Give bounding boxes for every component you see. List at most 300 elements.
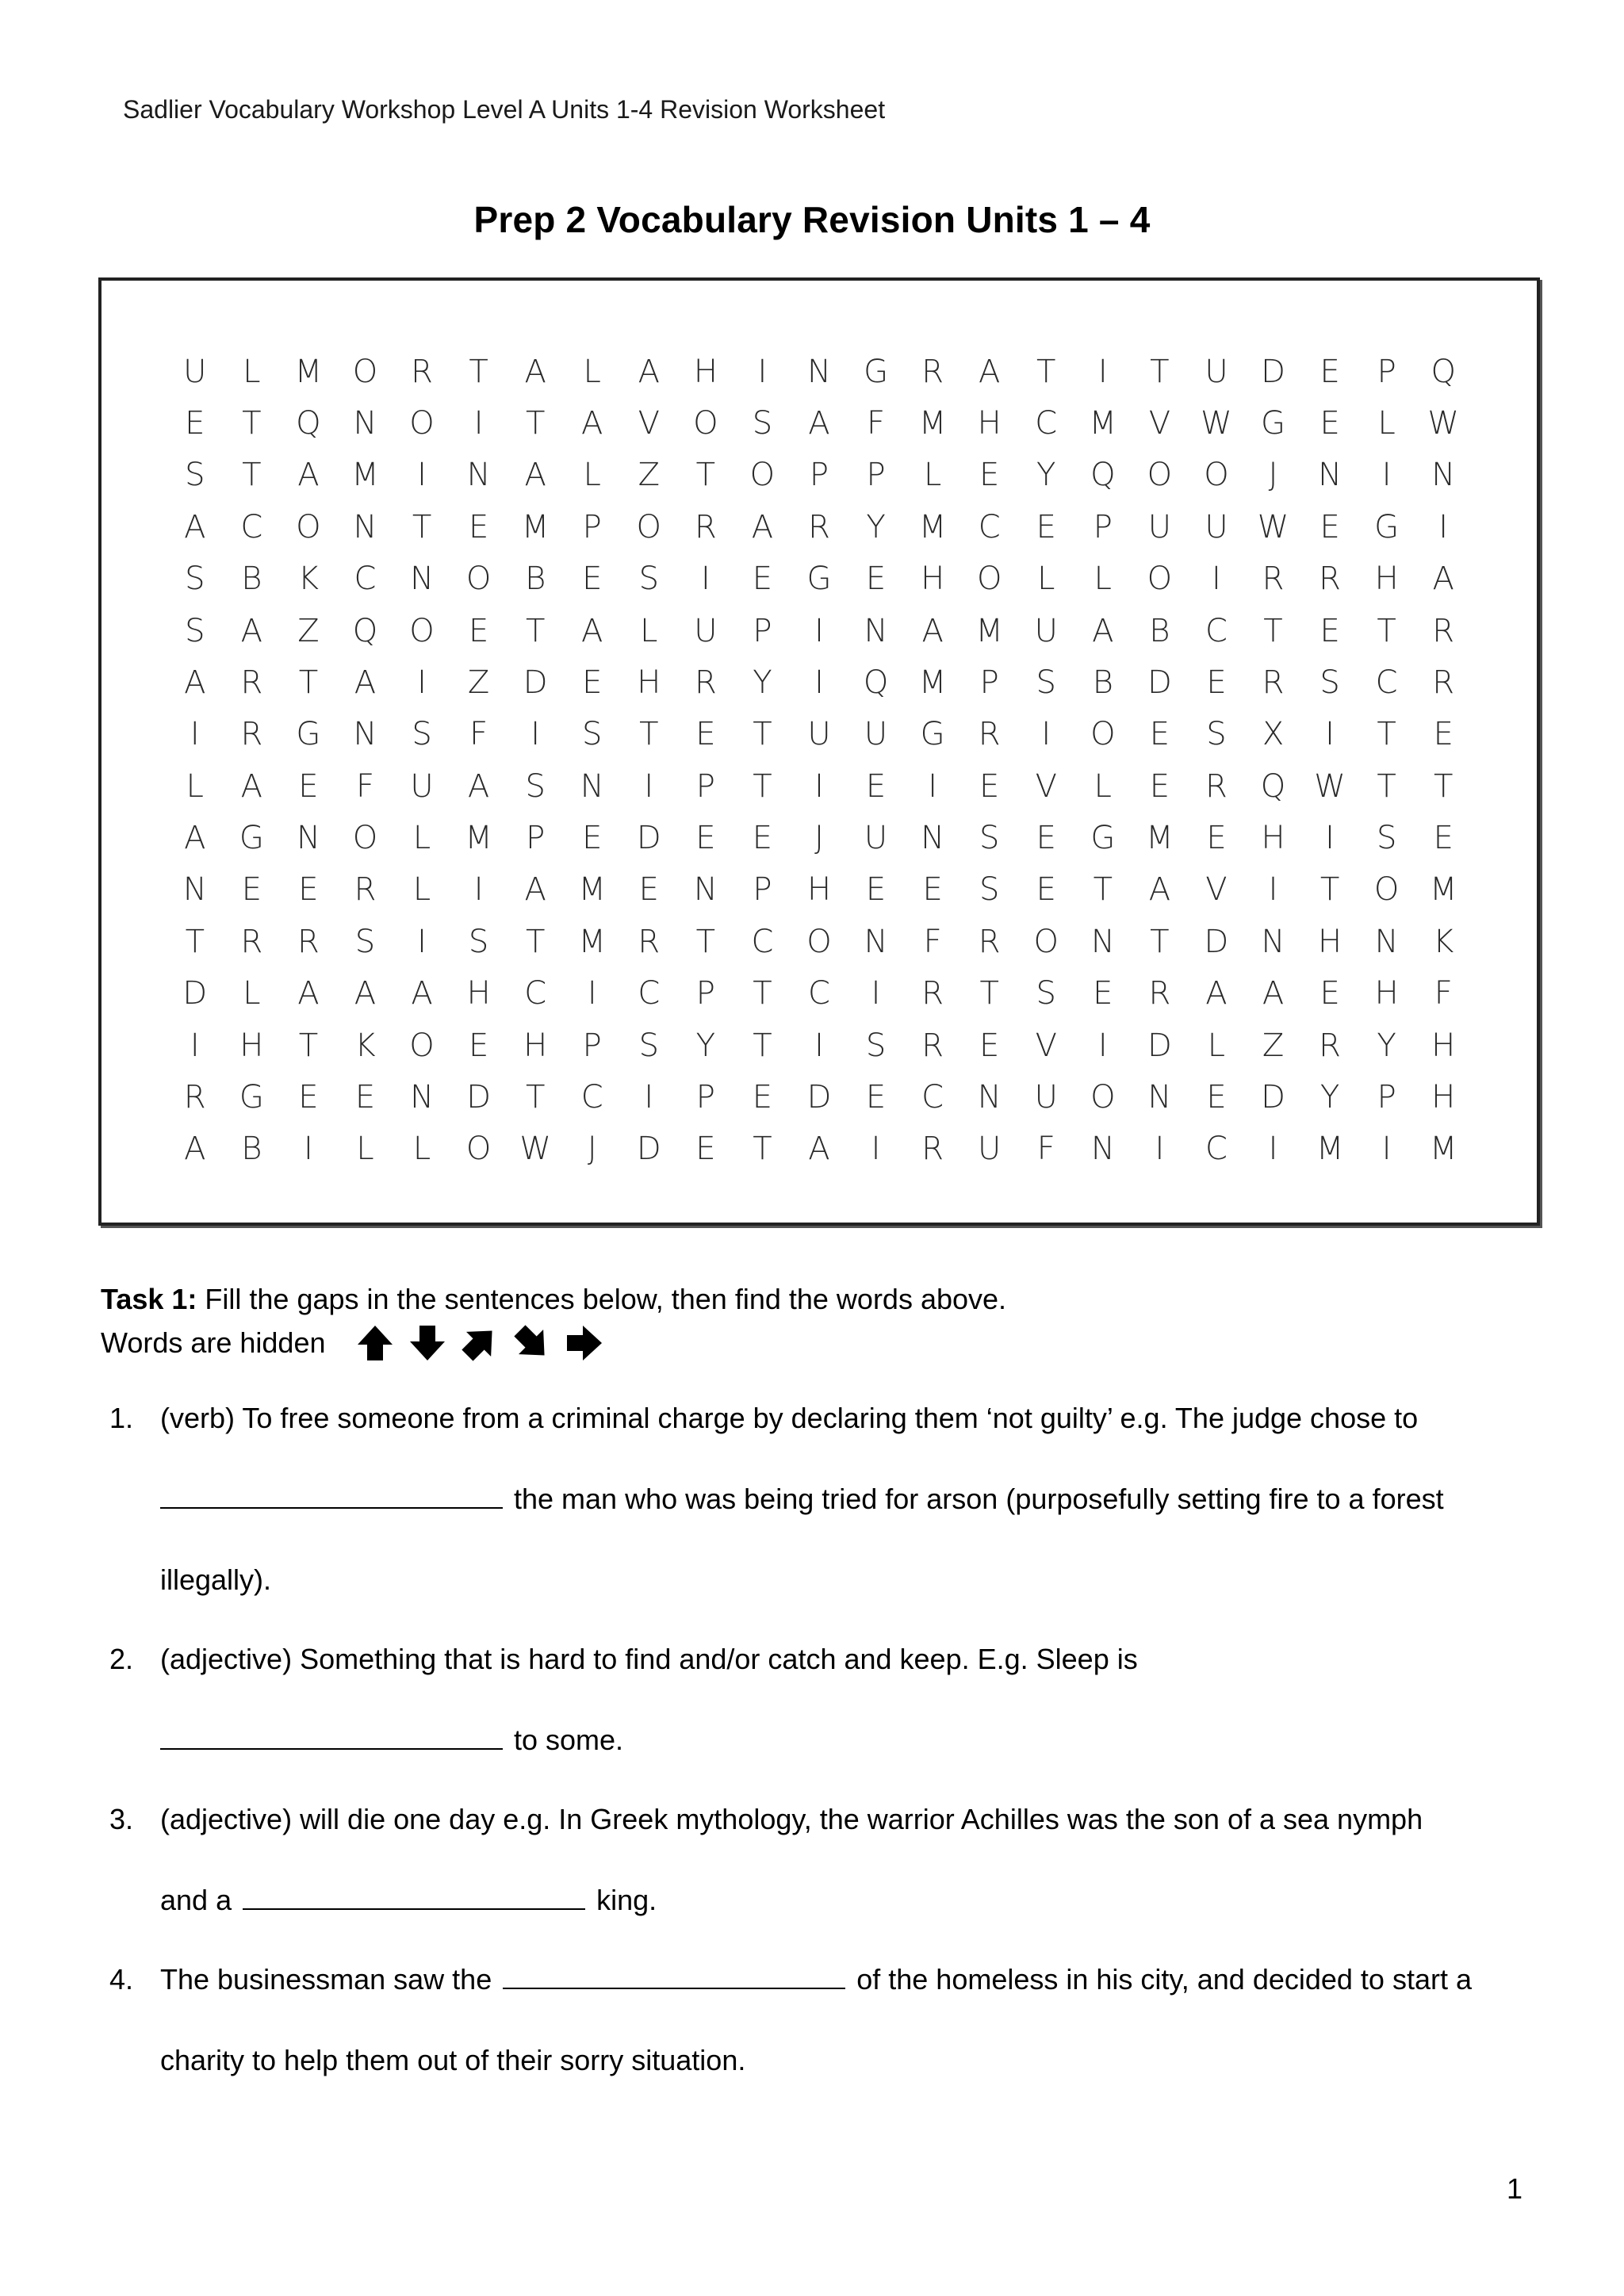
up-arrow-icon (354, 1322, 396, 1364)
grid-letter: A (638, 353, 660, 390)
grid-letter: F (469, 716, 488, 753)
question-number: 2. (109, 1643, 134, 1675)
grid-letter: I (1097, 1027, 1108, 1064)
grid-letter: D (806, 1078, 832, 1115)
grid-letter: N (864, 923, 888, 960)
grid-letter: P (866, 457, 886, 494)
grid-letter: K (1433, 923, 1454, 960)
grid-letter: A (184, 1131, 206, 1168)
answer-blank[interactable] (503, 1964, 845, 1989)
grid-letter: I (700, 561, 710, 598)
grid-letter: N (580, 767, 604, 805)
grid-letter: N (807, 353, 831, 390)
grid-letter: Z (297, 612, 320, 649)
grid-letter: E (1036, 508, 1056, 545)
grid-letter: C (638, 975, 661, 1012)
grid-letter: G (920, 716, 945, 753)
grid-letter: T (525, 923, 546, 960)
grid-letter: D (1147, 1027, 1172, 1064)
grid-letter: T (1433, 767, 1454, 805)
grid-letter: R (1319, 1027, 1341, 1064)
grid-letter: E (185, 405, 205, 442)
grid-letter: A (524, 457, 546, 494)
grid-letter: E (468, 1027, 489, 1064)
grid-letter: I (814, 612, 824, 649)
grid-letter: M (918, 405, 947, 442)
grid-letter: R (1262, 561, 1285, 598)
grid-letter: H (466, 975, 491, 1012)
grid-letter: S (525, 767, 546, 805)
grid-letter: U (807, 716, 831, 753)
grid-letter: H (637, 664, 661, 701)
question-number: 4. (109, 1963, 134, 1996)
grid-letter: H (921, 561, 945, 598)
grid-letter: P (753, 871, 772, 909)
grid-letter: A (524, 353, 546, 390)
grid-letter: A (1205, 975, 1228, 1012)
grid-letter: T (979, 975, 999, 1012)
grid-letter: C (1205, 1131, 1228, 1168)
grid-letter: V (1148, 405, 1171, 442)
grid-letter: E (979, 767, 1000, 805)
grid-letter: T (412, 508, 432, 545)
grid-letter: I (1268, 1131, 1278, 1168)
grid-letter: E (1320, 508, 1340, 545)
grid-letter: W (519, 1131, 551, 1168)
grid-letter: N (1090, 1131, 1115, 1168)
grid-letter: H (1431, 1027, 1456, 1064)
grid-letter: T (525, 1078, 546, 1115)
grid-letter: A (1432, 561, 1454, 598)
grid-letter: I (1097, 353, 1108, 390)
grid-letter: V (638, 405, 660, 442)
grid-letter: C (1035, 405, 1058, 442)
grid-letter: T (469, 353, 488, 390)
grid-letter: G (239, 1078, 264, 1115)
question-text: to some. (506, 1724, 624, 1756)
answer-blank[interactable] (160, 1724, 503, 1750)
grid-letter: I (1155, 1131, 1165, 1168)
grid-letter: F (867, 405, 886, 442)
grid-letter: I (757, 353, 768, 390)
grid-letter: M (1089, 405, 1117, 442)
grid-letter: O (465, 1131, 492, 1168)
grid-letter: P (695, 767, 715, 805)
grid-letter: L (583, 353, 601, 390)
grid-letter: M (521, 508, 550, 545)
question-text: king. (588, 1884, 657, 1916)
grid-letter: E (468, 508, 489, 545)
grid-letter: B (1092, 664, 1113, 701)
grid-letter: V (1205, 871, 1228, 909)
grid-letter: S (354, 923, 376, 960)
grid-letter: G (1261, 405, 1286, 442)
grid-letter: R (978, 923, 1001, 960)
grid-letter: F (1036, 1131, 1055, 1168)
question-text: The businessman saw the (160, 1963, 500, 1996)
answer-blank[interactable] (243, 1885, 585, 1910)
grid-letter: E (865, 767, 887, 805)
grid-letter: E (752, 561, 773, 598)
grid-letter: C (580, 1078, 603, 1115)
grid-letter: I (928, 767, 938, 805)
page-title: Prep 2 Vocabulary Revision Units 1 – 4 (473, 199, 1151, 240)
grid-letter: U (1034, 612, 1058, 649)
grid-letter: O (749, 457, 776, 494)
grid-letter: L (412, 871, 431, 909)
grid-letter: F (355, 767, 374, 805)
question-text-line (160, 1963, 1472, 1996)
grid-letter: C (808, 975, 830, 1012)
grid-letter: H (239, 1027, 264, 1064)
grid-letter: E (695, 1131, 716, 1168)
grid-letter: L (1094, 561, 1112, 598)
grid-letter: A (354, 664, 377, 701)
question-text-line (160, 1884, 657, 1917)
grid-letter: S (1036, 664, 1056, 701)
grid-letter: R (921, 975, 944, 1012)
grid-letter: E (1320, 975, 1340, 1012)
grid-letter: E (1320, 612, 1340, 649)
grid-letter: E (752, 820, 773, 857)
grid-letter: R (921, 353, 944, 390)
grid-letter: N (353, 508, 377, 545)
grid-letter: Y (753, 664, 772, 701)
grid-letter: K (297, 561, 320, 598)
grid-letter: P (1377, 353, 1396, 390)
grid-letter: U (1205, 508, 1228, 545)
grid-letter: O (352, 820, 378, 857)
question-number: 1. (109, 1402, 134, 1434)
question-text: (verb) To free someone from a criminal charge by declaring them ‘not guilty’ e.g. The judge chose to (160, 1402, 1419, 1434)
grid-letter: N (1261, 923, 1285, 960)
grid-letter: E (1206, 1078, 1227, 1115)
grid-letter: L (1377, 405, 1396, 442)
grid-letter: V (1035, 767, 1057, 805)
grid-letter: A (808, 1131, 830, 1168)
grid-letter: T (753, 1027, 772, 1064)
question-text: the man who was being tried for arson (purposefully setting fire to a forest (506, 1483, 1444, 1515)
grid-letter: L (1094, 767, 1112, 805)
grid-letter: R (921, 1027, 944, 1064)
grid-letter: T (753, 975, 772, 1012)
grid-letter: C (1375, 664, 1398, 701)
grid-letter: I (304, 1131, 313, 1168)
answer-blank[interactable] (160, 1483, 503, 1509)
grid-letter: U (1147, 508, 1172, 545)
grid-letter: N (1318, 457, 1342, 494)
grid-letter: C (751, 923, 774, 960)
grid-letter: Y (1036, 457, 1056, 494)
grid-letter: Y (1320, 1078, 1340, 1115)
grid-letter: A (979, 353, 1001, 390)
grid-letter: G (1090, 820, 1116, 857)
grid-letter: L (923, 457, 942, 494)
grid-letter: Y (695, 1027, 716, 1064)
grid-letter: T (753, 1131, 772, 1168)
grid-letter: P (582, 1027, 602, 1064)
grid-letter: R (694, 664, 717, 701)
grid-letter: U (1034, 1078, 1058, 1115)
grid-letter: T (298, 1027, 319, 1064)
grid-letter: O (409, 612, 435, 649)
grid-letter: H (1318, 923, 1342, 960)
document-header: Sadlier Vocabulary Workshop Level A Units 1-4 Revision Worksheet (123, 95, 886, 124)
grid-letter: J (814, 820, 824, 857)
grid-letter: U (978, 1131, 1002, 1168)
grid-letter: E (1149, 716, 1170, 753)
grid-letter: X (1262, 716, 1285, 753)
grid-letter: M (578, 923, 606, 960)
grid-letter: N (296, 820, 320, 857)
grid-letter: L (412, 1131, 431, 1168)
grid-letter: E (582, 820, 603, 857)
grid-letter: W (1427, 405, 1459, 442)
grid-letter: U (183, 353, 207, 390)
grid-letter: T (1036, 353, 1056, 390)
task-label: Task 1: (101, 1283, 197, 1315)
grid-letter: E (865, 871, 887, 909)
grid-letter: W (1257, 508, 1289, 545)
grid-letter: A (1262, 975, 1285, 1012)
grid-letter: I (644, 767, 654, 805)
grid-letter: N (1431, 457, 1456, 494)
grid-letter: T (695, 457, 716, 494)
grid-letter: E (638, 871, 659, 909)
grid-letter: I (417, 923, 427, 960)
grid-letter: P (1377, 1078, 1396, 1115)
grid-letter: L (412, 820, 431, 857)
grid-letter: L (356, 1131, 374, 1168)
grid-letter: I (417, 664, 427, 701)
grid-letter: F (1434, 975, 1453, 1012)
grid-letter: T (525, 405, 546, 442)
grid-letter: U (864, 820, 888, 857)
grid-letter: T (1263, 612, 1283, 649)
grid-letter: L (243, 975, 261, 1012)
grid-letter: H (1261, 820, 1285, 857)
question-text: and a (160, 1884, 240, 1916)
grid-letter: N (921, 820, 945, 857)
grid-letter: E (695, 716, 716, 753)
grid-letter: W (1314, 767, 1346, 805)
grid-letter: J (587, 1131, 597, 1168)
grid-letter: I (1325, 716, 1335, 753)
grid-letter: T (753, 767, 772, 805)
grid-letter: O (976, 561, 1002, 598)
grid-letter: M (465, 820, 492, 857)
grid-letter: O (693, 405, 718, 442)
grid-letter: N (864, 612, 888, 649)
grid-letter: M (918, 508, 947, 545)
grid-letter: J (1268, 457, 1278, 494)
grid-letter: P (695, 1078, 715, 1115)
grid-letter: P (753, 612, 772, 649)
grid-letter: T (753, 716, 772, 753)
grid-letter: I (587, 975, 597, 1012)
grid-letter: H (1431, 1078, 1456, 1115)
grid-letter: I (871, 1131, 881, 1168)
grid-letter: E (298, 1078, 319, 1115)
grid-letter: O (1090, 1078, 1116, 1115)
question-text: (adjective) Something that is hard to find and/or catch and keep. E.g. Sleep is (160, 1643, 1138, 1675)
grid-letter: M (1146, 820, 1174, 857)
grid-letter: T (1377, 716, 1396, 753)
grid-letter: N (1374, 923, 1399, 960)
grid-letter: M (918, 664, 947, 701)
task-heading (101, 1283, 1006, 1316)
grid-letter: C (921, 1078, 944, 1115)
grid-letter: V (1035, 1027, 1057, 1064)
grid-letter: T (1150, 923, 1170, 960)
page-number: 1 (1506, 2172, 1522, 2205)
grid-letter: O (1373, 871, 1400, 909)
grid-letter: E (1149, 767, 1170, 805)
grid-letter: E (1036, 820, 1056, 857)
grid-letter: E (298, 767, 319, 805)
grid-letter: S (185, 457, 205, 494)
grid-letter: A (184, 820, 206, 857)
grid-letter: I (473, 871, 484, 909)
grid-letter: S (979, 820, 1000, 857)
grid-letter: G (806, 561, 832, 598)
grid-letter: N (353, 716, 377, 753)
question-text: of the homeless in his city, and decided to start a (848, 1963, 1472, 1996)
grid-letter: I (1438, 508, 1449, 545)
grid-letter: I (1381, 1131, 1392, 1168)
grid-letter: E (979, 1027, 1000, 1064)
grid-letter: R (1432, 612, 1455, 649)
grid-letter: E (1093, 975, 1113, 1012)
grid-letter: R (1319, 561, 1341, 598)
grid-letter: M (351, 457, 379, 494)
grid-letter: A (240, 767, 263, 805)
grid-letter: R (240, 923, 263, 960)
grid-letter: Q (296, 405, 321, 442)
grid-letter: A (240, 612, 263, 649)
grid-letter: R (808, 508, 830, 545)
grid-letter: T (298, 664, 319, 701)
grid-letter: N (466, 457, 491, 494)
grid-letter: E (582, 561, 603, 598)
grid-letter: N (1090, 923, 1115, 960)
grid-letter: S (1320, 664, 1340, 701)
grid-letter: L (1207, 1027, 1226, 1064)
grid-letter: I (1268, 871, 1278, 909)
grid-letter: C (524, 975, 547, 1012)
grid-letter: E (1320, 353, 1340, 390)
grid-letter: I (871, 975, 881, 1012)
grid-letter: B (241, 1131, 262, 1168)
grid-letter: A (808, 405, 830, 442)
grid-letter: I (417, 457, 427, 494)
grid-letter: L (186, 767, 204, 805)
diagonal-up-right-arrow-icon (459, 1322, 500, 1364)
grid-letter: P (1093, 508, 1113, 545)
grid-letter: I (1212, 561, 1221, 598)
down-arrow-icon (407, 1322, 448, 1364)
grid-letter: P (979, 664, 999, 701)
grid-letter: A (297, 457, 320, 494)
grid-letter: R (1432, 664, 1455, 701)
grid-letter: R (297, 923, 320, 960)
grid-letter: P (695, 975, 715, 1012)
grid-letter: T (185, 923, 205, 960)
grid-letter: C (354, 561, 377, 598)
grid-letter: O (1147, 561, 1173, 598)
grid-letter: N (353, 405, 377, 442)
word-search-grid (167, 346, 1472, 1175)
grid-letter: A (184, 664, 206, 701)
grid-letter: G (864, 353, 889, 390)
grid-letter: E (865, 1078, 887, 1115)
grid-letter: E (468, 612, 489, 649)
grid-letter: A (581, 612, 603, 649)
grid-letter: A (921, 612, 944, 649)
grid-letter: C (1205, 612, 1228, 649)
grid-letter: D (523, 664, 548, 701)
grid-letter: M (1316, 1131, 1344, 1168)
grid-letter: I (1381, 457, 1392, 494)
task-instruction: Fill the gaps in the sentences below, then find the words above. (197, 1283, 1007, 1315)
grid-letter: N (693, 871, 718, 909)
grid-letter: R (921, 1131, 944, 1168)
grid-letter: S (185, 561, 205, 598)
grid-letter: T (695, 923, 716, 960)
grid-letter: E (1433, 716, 1454, 753)
grid-letter: I (814, 767, 824, 805)
grid-letter: S (979, 871, 1000, 909)
grid-letter: D (636, 820, 661, 857)
question-text-line (160, 1483, 1444, 1516)
grid-letter: C (240, 508, 263, 545)
grid-letter: W (1201, 405, 1232, 442)
grid-letter: R (354, 871, 377, 909)
grid-letter: M (975, 612, 1003, 649)
grid-letter: T (1377, 767, 1396, 805)
grid-letter: C (978, 508, 1001, 545)
grid-letter: D (182, 975, 208, 1012)
grid-letter: E (1206, 664, 1227, 701)
grid-letter: A (524, 871, 546, 909)
grid-letter: A (411, 975, 433, 1012)
grid-letter: R (1148, 975, 1171, 1012)
grid-letter: E (354, 1078, 376, 1115)
grid-letter: T (1093, 871, 1113, 909)
grid-letter: D (1261, 353, 1285, 390)
grid-letter: H (1374, 975, 1399, 1012)
grid-letter: O (1147, 457, 1173, 494)
grid-letter: P (809, 457, 829, 494)
grid-letter: E (979, 457, 1000, 494)
grid-letter: O (409, 1027, 435, 1064)
grid-letter: E (922, 871, 943, 909)
grid-letter: A (467, 767, 490, 805)
grid-letter: D (466, 1078, 491, 1115)
grid-letter: I (814, 664, 824, 701)
grid-letter: A (1148, 871, 1171, 909)
grid-letter: R (694, 508, 717, 545)
grid-letter: B (525, 561, 546, 598)
grid-letter: E (298, 871, 319, 909)
grid-letter: M (294, 353, 323, 390)
grid-letter: F (923, 923, 942, 960)
grid-letter: Z (638, 457, 660, 494)
grid-letter: O (1204, 457, 1229, 494)
grid-letter: T (525, 612, 546, 649)
grid-letter: A (184, 508, 206, 545)
grid-letter: G (296, 716, 321, 753)
